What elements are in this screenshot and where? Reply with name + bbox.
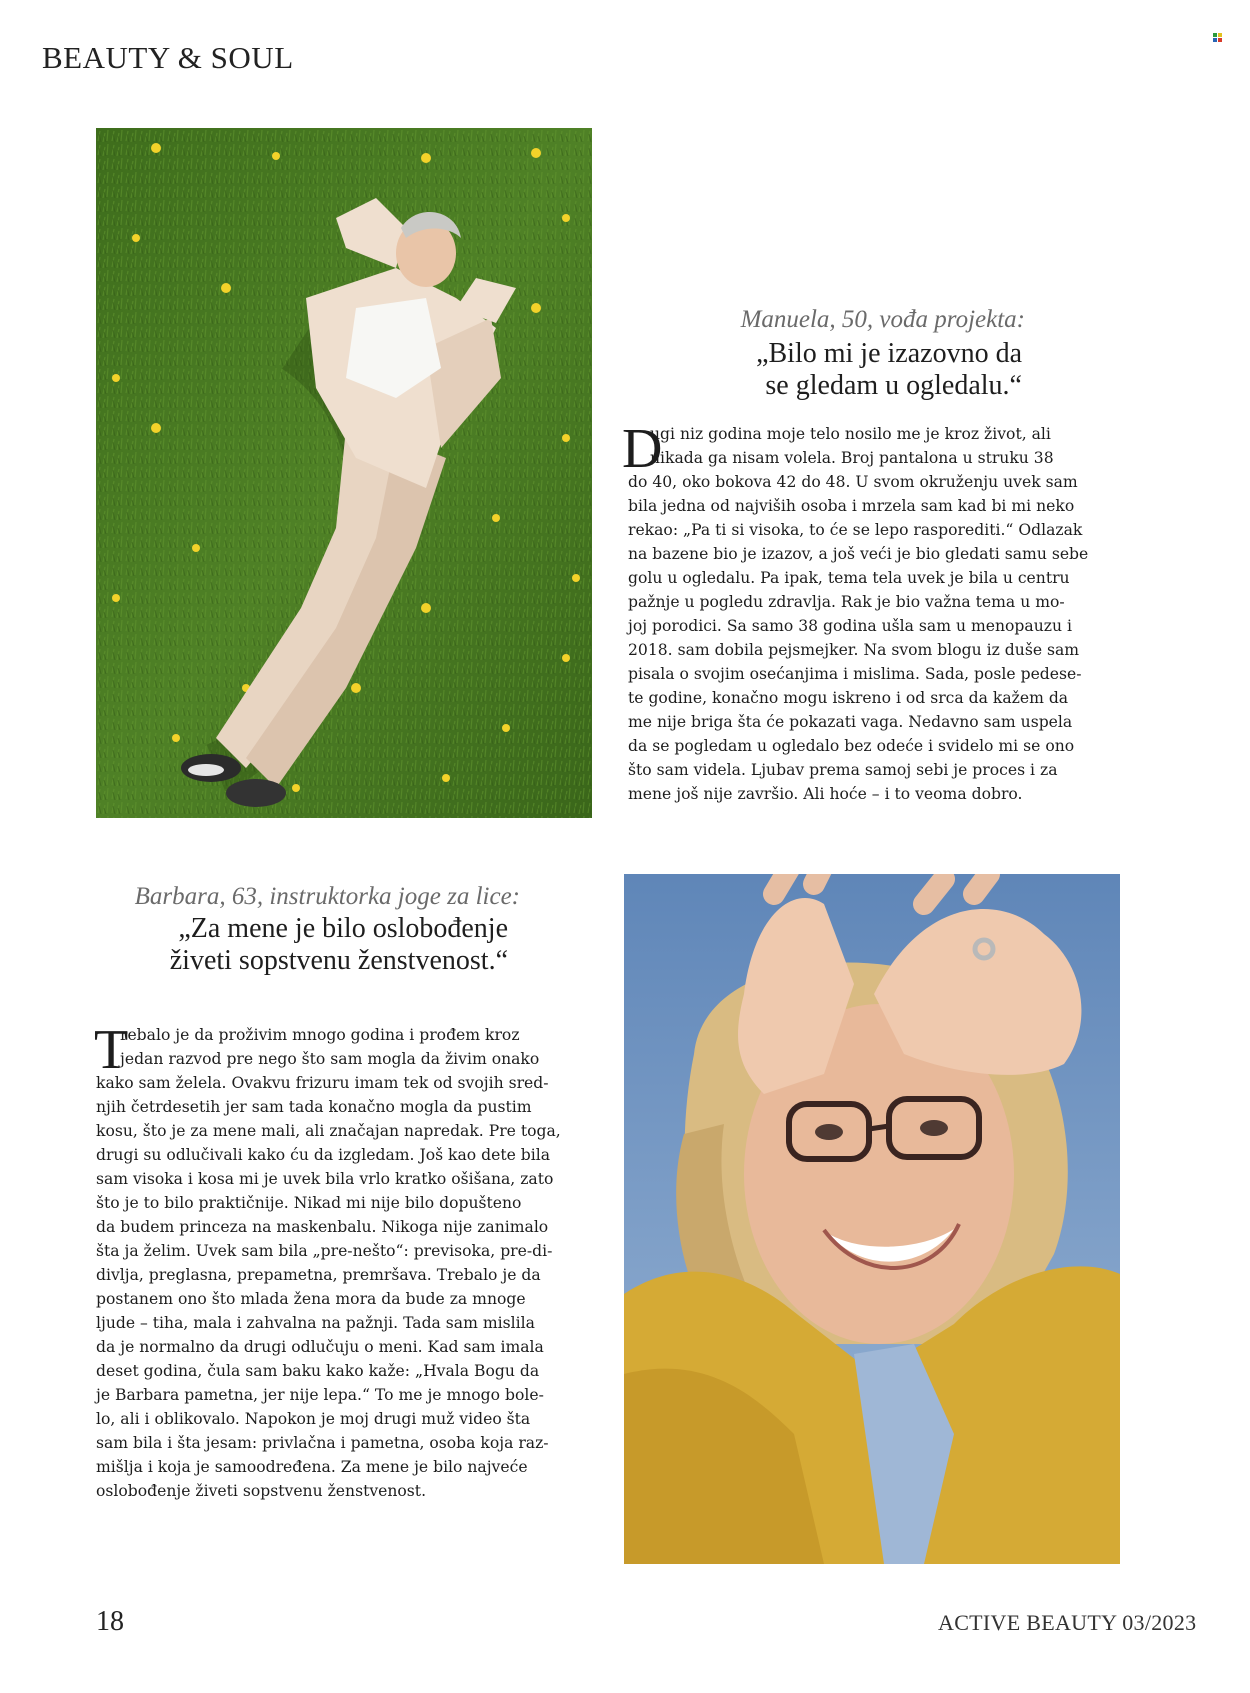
body-line: lo, ali i oblikovalo. Napokon je moj drugi muž video šta	[96, 1410, 531, 1428]
body-line: deset godina, čula sam baku kako kaže: „Hvala Bogu da	[96, 1362, 540, 1380]
body-line: pažnje u pogledu zdravlja. Rak je bio važna tema u mo-	[628, 593, 1065, 611]
article1-body	[628, 422, 1089, 806]
body-line: te godine, konačno mogu iskreno i od srca da kažem da	[628, 689, 1069, 707]
body-line: postanem ono što mlada žena mora da bude za mnoge	[96, 1290, 526, 1308]
body-line: ljude – tiha, mala i zahvalna na pažnji. Tada sam mislila	[96, 1314, 535, 1332]
body-line: da se pogledam u ogledalo bez odeće i svidelo mi se ono	[628, 737, 1075, 755]
article1-quote-line: se gledam u ogledalu.“	[765, 370, 1022, 401]
body-line: nikada ga nisam volela. Broj pantalona u struku 38	[650, 449, 1054, 467]
body-line: drugi su odlučivali kako ću da izgledam. Još kao dete bila	[96, 1146, 551, 1164]
body-line: do 40, oko bokova 42 do 48. U svom okruženju uvek sam	[628, 473, 1078, 491]
article2-quote-line: „Za mene je bilo oslobođenje	[178, 913, 508, 944]
body-line: bila jedna od najviših osoba i mrzela sam kad bi mi neko	[628, 497, 1075, 515]
body-line: je Barbara pametna, jer nije lepa.“ To me je mnogo bole-	[96, 1386, 544, 1404]
body-line: me nije briga šta će pokazati vaga. Nedavno sam uspela	[628, 713, 1073, 731]
article1-quote	[630, 338, 1022, 402]
article1-dropcap: D	[622, 418, 663, 480]
article1-quote-line: „Bilo mi je izazovno da	[756, 338, 1022, 369]
body-line: da budem princeza na maskenbalu. Nikoga nije zanimalo	[96, 1218, 549, 1236]
page-number: 18	[96, 1606, 124, 1637]
article2-quote	[100, 913, 508, 977]
article2-quote-line: živeti sopstvenu ženstvenost.“	[169, 945, 508, 976]
article2-body	[94, 1019, 561, 1503]
body-line: šta ja želim. Uvek sam bila „pre-nešto“: previsoka, pre-di-	[96, 1242, 553, 1260]
body-line: joj porodici. Sa samo 38 godina ušla sam u menopauzu i	[628, 617, 1072, 635]
article2-kicker: Barbara, 63, instruktorka joge za lice:	[134, 883, 520, 910]
article1-kicker: Manuela, 50, vođa projekta:	[740, 306, 1025, 333]
body-line: sam bila i šta jesam: privlačna i pametna, osoba koja raz-	[96, 1434, 549, 1452]
body-line: njih četrdesetih jer sam tada konačno mogla da pustim	[96, 1098, 532, 1116]
body-line: mišlja i koja je samoodređena. Za mene je bilo najveće	[96, 1458, 528, 1476]
body-line: što sam videla. Ljubav prema samoj sebi je proces i za	[628, 761, 1058, 779]
body-line: sam visoka i kosa mi je uvek bila vrlo kratko ošišana, zato	[96, 1170, 554, 1188]
body-line: 2018. sam dobila pejsmejker. Na svom blogu iz duše sam	[628, 641, 1080, 659]
body-line: pisala o svojim osećanjima i mislima. Sada, posle pedese-	[628, 665, 1082, 683]
body-line: što je to bilo praktičnije. Nikad mi nije bilo dopušteno	[96, 1194, 522, 1212]
body-line: rebalo je da proživim mnogo godina i prođem kroz	[120, 1026, 520, 1044]
body-line: rekao: „Pa ti si visoka, to će se lepo rasporediti.“ Odlazak	[628, 521, 1083, 539]
magazine-issue: ACTIVE BEAUTY 03/2023	[938, 1610, 1197, 1635]
body-line: kosu, što je za mene mali, ali značajan napredak. Pre toga,	[96, 1122, 561, 1140]
section-title: BEAUTY & SOUL	[42, 40, 294, 75]
body-line: mene još nije završio. Ali hoće – i to veoma dobro.	[628, 785, 1023, 803]
photo-manuela-on-grass	[96, 128, 592, 818]
body-line: da je normalno da drugi odlučuju o meni. Kad sam imala	[96, 1338, 544, 1356]
body-line: divlja, preglasna, prepametna, premršava. Trebalo je da	[96, 1266, 541, 1284]
photo-barbara-portrait	[624, 874, 1120, 1564]
article2-dropcap: T	[94, 1019, 129, 1081]
body-line: kako sam želela. Ovakvu frizuru imam tek od svojih sred-	[96, 1074, 549, 1092]
body-line: oslobođenje živeti sopstvenu ženstvenost.	[96, 1482, 427, 1500]
corner-color-mark	[1213, 33, 1223, 43]
body-line: golu u ogledalu. Pa ipak, tema tela uvek je bila u centru	[628, 569, 1070, 587]
body-line: na bazene bio je izazov, a još veći je bio gledati samu sebe	[628, 545, 1089, 563]
body-line: ugi niz godina moje telo nosilo me je kroz život, ali	[650, 425, 1051, 443]
body-line: jedan razvod pre nego što sam mogla da živim onako	[120, 1050, 540, 1068]
